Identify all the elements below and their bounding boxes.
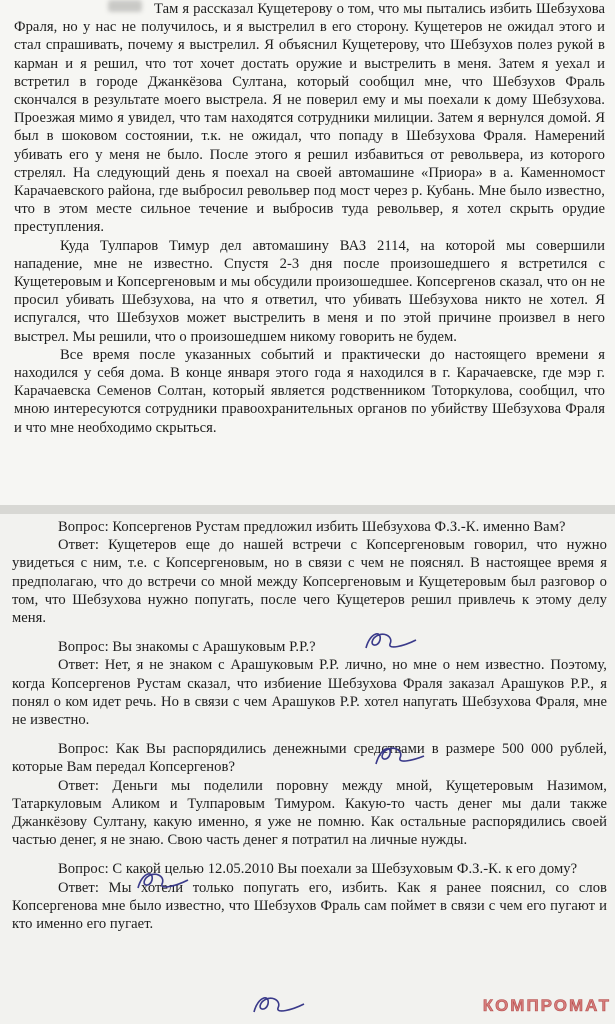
qa-block — [12, 638, 607, 729]
page-divider — [0, 505, 615, 514]
question-text: Вопрос: Копсергенов Рустам предложил избить Шебзухова Ф.З.-К. именно Вам? — [58, 519, 566, 535]
bottom-page — [0, 514, 615, 1024]
signature-mark — [132, 866, 192, 896]
answer-text: Ответ: Мы хотели только попугать его, избить. Как я ранее пояснил, со слов Копсергенова мне было известно, что Шебзухов Фраль сам поймет в связи с чем его пугают и кто именно его пугает. — [12, 879, 607, 933]
question-text: Вопрос: Вы знакомы с Арашуковым Р.Р.? — [58, 639, 316, 656]
signature-mark — [368, 740, 428, 770]
answer-text: Ответ: Нет, я не знаком с Арашуковым Р.Р. лично, но мне о нем известно. Поэтому, когда Копсергенов Рустам сказал, что избиение Шебзухова Фраля заказал Арашуков Р.Р., я понял о ком идет речь. Но в связи с чем Арашуков Р.Р. хотел напугать Шебзухова Фраля, мне не известно. — [12, 657, 607, 729]
paragraph: Там я рассказал Кущетерову о том, что мы пытались избить Шебзухова Фраля, но у нас не получилось, и я выстрелил в его сторону. Кущетеров не ожидал этого и стал спрашивать, почему я выстрелил. Я объяснил Кущетерову, что Шебзухов полез рукой в карман и я решил, что тот хочет достать оружие и выстрелить в меня. Затем я уехал и встретил в городе Джанкёзова Султана, который сообщил мне, что Шебзухов Фраль скончался в результате моего выстрела. Я не поверил ему и мы поехали к дому Шебзухова. Проезжая мимо я увидел, что там находятся сотрудники милиции. Затем я вернулся домой. Я был в шоковом состоянии, т.к. не ожидал, что попаду в Шебзухова Фраля. Намерений убивать его у меня не было. После этого я решил избавиться от револьвера, из которого стрелял. На следующий день я поехал на своей автомашине «Приора» в а. Каменномост Карачаевского района, где выбросил револьвер под мост через р. Кубань. Мне было известно, что в этом месте сильное течение и выбросив туда револьвер, я хотел скрыть орудие преступления. — [14, 1, 605, 236]
paragraph: Куда Тулпаров Тимур дел автомашину ВАЗ 2114, на которой мы совершили нападение, мне не известно. Спустя 2-3 дня после произошедшего я встретился с Кущетеровым и Копсергеновым и мы обсудили произошедшее. Копсергенов сказал, что он не просил убивать Шебзухова, на что я ответил, что убивать Шебзухова никто не хотел. Я испугался, что Шебзухов может выстрелить в меня и по этой причине произвел в него выстрел. Мы решили, что о произошедшем никому говорить не будем. — [14, 237, 605, 345]
redacted-mark — [108, 0, 142, 12]
top-page — [0, 0, 615, 505]
question-text: Вопрос: С какой целью 12.05.2010 Вы поехали за Шебзуховым Ф.З.-К. к его дому? — [58, 861, 578, 878]
qa-block — [12, 518, 607, 627]
qa-block — [12, 860, 607, 933]
answer-text: Ответ: Кущетеров еще до нашей встречи с Копсергеновым говорил, что нужно увидеться с ним, т.е. с Копсергеновым, но в связи с чем не пояснял. В настоящее время я предполагаю, что до встречи со мной между Копсергеновым и Кущетеровым был разговор о том, что Шебзухова нужно попугать, после чего Кущетеров решил привлечь к этому делу меня. — [12, 537, 607, 627]
qa-block — [12, 740, 607, 849]
signature-mark — [360, 626, 420, 656]
signature-mark — [248, 990, 308, 1020]
watermark-logo: КОМПРОМАТ — [482, 996, 611, 1015]
answer-text: Ответ: Деньги мы поделили поровну между мной, Кущетеровым Назимом, Татаркуловым Аликом и Тулпаровым Тимуром. Какую-то часть денег мы дали также Джанкёзову Султану, какую именно, я уже не помню. Как остальные распорядились своей частью денег, я не знаю. Свою часть денег я потратил на личные нужды. — [12, 777, 607, 849]
question-text: Вопрос: Как Вы распорядились денежными средствами в размере 500 000 рублей, которые Вам передал Копсергенов? — [12, 741, 607, 776]
paragraph: Все время после указанных событий и практически до настоящего времени я находился у себя дома. В конце января этого года я находился в г. Карачаевске, где мэр г. Карачаевска Семенов Солтан, который является родственником Тоторкулова, сообщил, что мною интересуются сотрудники правоохранительных органов по убийству Шебзухова Фраля и что мне необходимо скрыться. — [14, 346, 605, 436]
